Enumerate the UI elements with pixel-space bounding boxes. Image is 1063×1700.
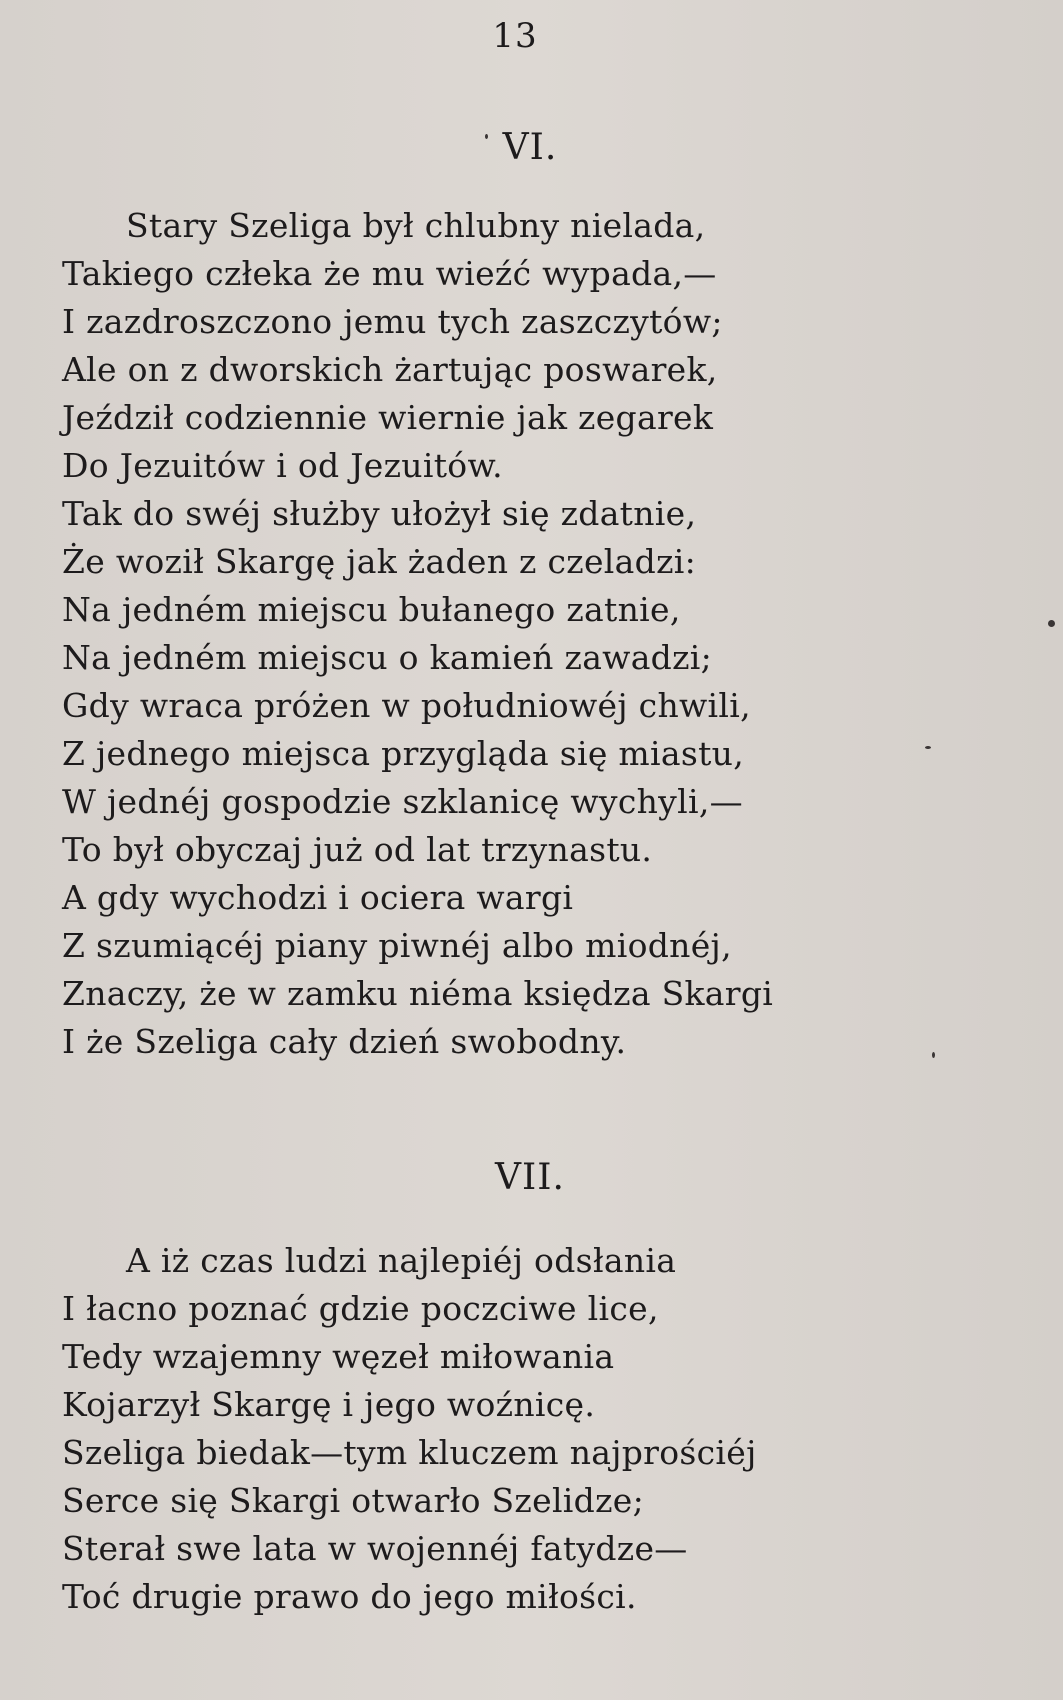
verse-line: W jednéj gospodzie szklanicę wychyli,—	[62, 782, 743, 821]
stanza-vi	[62, 202, 1022, 1066]
verse-line: Kojarzył Skargę i jego woźnicę.	[62, 1385, 596, 1424]
verse-line: Z szumiącéj piany piwnéj albo miodnéj,	[62, 926, 732, 965]
verse-line: Serce się Skargi otwarło Szelidze;	[62, 1481, 645, 1520]
verse-line: Szeliga biedak—tym kluczem najprościéj	[62, 1433, 757, 1472]
section-heading-vii: VII.	[495, 1157, 565, 1198]
verse-line: Z jednego miejsca przygląda się miastu,	[62, 734, 744, 773]
verse-line: Że woził Skargę jak żaden z czeladzi:	[62, 542, 697, 581]
paper-speck	[932, 1052, 935, 1058]
verse-line: Tedy wzajemny węzeł miłowania	[62, 1337, 615, 1376]
paper-speck	[485, 134, 488, 139]
verse-line: Jeździł codziennie wiernie jak zegarek	[62, 398, 714, 437]
verse-line: Tak do swéj służby ułożył się zdatnie,	[62, 494, 697, 533]
verse-line: I zazdroszczono jemu tych zaszczytów;	[62, 302, 723, 341]
verse-line: Na jedném miejscu bułanego zatnie,	[62, 590, 681, 629]
verse-line: Gdy wraca próżen w południowéj chwili,	[62, 686, 751, 725]
verse-line: Do Jezuitów i od Jezuitów.	[62, 446, 503, 485]
verse-line: Takiego człeka że mu wieźć wypada,—	[62, 254, 717, 293]
verse-line: To był obyczaj już od lat trzynastu.	[62, 830, 653, 869]
section-heading-vi: VI.	[502, 127, 558, 168]
verse-line: Stary Szeliga był chlubny nielada,	[126, 206, 706, 245]
verse-line: Sterał swe lata w wojennéj fatydze—	[62, 1529, 688, 1568]
paper-speck	[925, 746, 931, 749]
verse-line: A gdy wychodzi i ociera wargi	[62, 878, 574, 917]
verse-line: Ale on z dworskich żartując poswarek,	[62, 350, 718, 389]
paper-speck	[1048, 620, 1055, 627]
verse-line: A iż czas ludzi najlepiéj odsłania	[126, 1241, 677, 1280]
verse-line: I że Szeliga cały dzień swobodny.	[62, 1022, 627, 1061]
verse-line: Toć drugie prawo do jego miłości.	[62, 1577, 637, 1616]
page-number: 13	[492, 16, 538, 56]
stanza-vii	[62, 1237, 1022, 1621]
verse-line: I łacno poznać gdzie poczciwe lice,	[62, 1289, 659, 1328]
verse-line: Znaczy, że w zamku niéma księdza Skargi	[62, 974, 774, 1013]
verse-line: Na jedném miejscu o kamień zawadzi;	[62, 638, 713, 677]
